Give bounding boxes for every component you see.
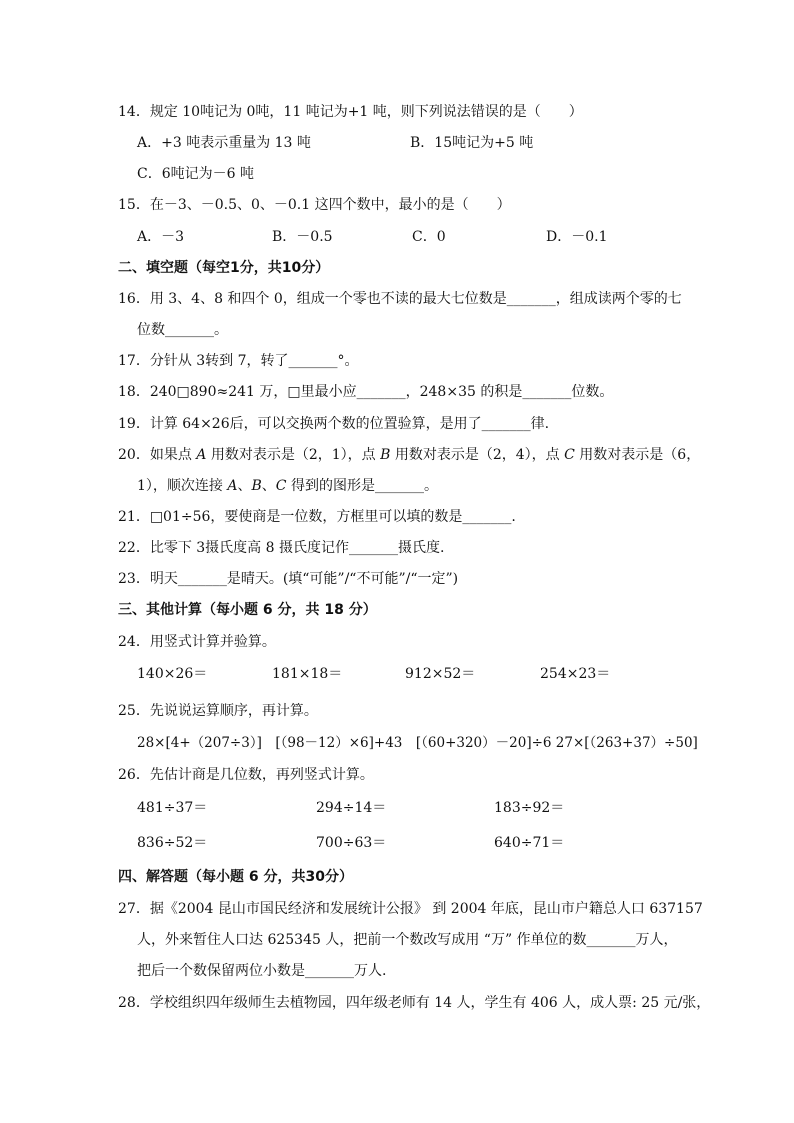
q24-item: 254×23＝ xyxy=(540,666,611,682)
q27-line3: 把后一个数保留两位小数是_______万人. xyxy=(137,963,387,979)
q26-item: 836÷52＝ xyxy=(137,835,208,851)
q23: 23．明天_______是晴天。(填“可能”/“不可能”/“一定”) xyxy=(118,571,459,587)
q14-option-c: C．6吨记为－6 吨 xyxy=(137,166,254,182)
q24-stem: 24．用竖式计算并验算。 xyxy=(118,634,276,650)
q15-option-d: D．－0.1 xyxy=(546,229,608,245)
point-b-label: B xyxy=(380,447,391,463)
q25-expressions: 28×[4+（207÷3）] [（98－12）×6]+43 [（60+320）－20]÷6 27×[（263+37）÷50] xyxy=(137,735,698,751)
q24-item: 140×26＝ xyxy=(137,666,208,682)
q20-text: 得到的图形是_______。 xyxy=(286,478,438,494)
q20-text: 1），顺次连接 xyxy=(137,478,228,494)
q26-item: 640÷71＝ xyxy=(494,835,565,851)
q25-stem: 25．先说说运算顺序，再计算。 xyxy=(118,703,318,719)
q15-option-a: A．－3 xyxy=(137,229,185,245)
q24-item: 912×52＝ xyxy=(405,666,476,682)
q18: 18．240□890≈241 万，□里最小应_______，248×35 的积是_______位数。 xyxy=(118,384,614,400)
q20-text: 、 xyxy=(237,478,252,494)
point-c-label: C xyxy=(275,478,287,494)
q26-item: 700÷63＝ xyxy=(316,835,387,851)
section-heading-calculation: 三、其他计算（每小题 6 分，共 18 分） xyxy=(118,602,377,618)
point-b-label: B xyxy=(251,478,262,494)
q24-item: 181×18＝ xyxy=(272,666,343,682)
q27-line1: 27．据《2004 昆山市国民经济和发展统计公报》 到 2004 年底，昆山市户籍总人口 637157 xyxy=(118,901,703,917)
q15-option-b: B．－0.5 xyxy=(272,229,333,245)
q14-option-b: B．15吨记为+5 吨 xyxy=(410,135,534,151)
q20-text: 用数对表示是（6， xyxy=(574,447,701,463)
q20-line2 xyxy=(137,476,438,496)
q20-text: 20．如果点 xyxy=(118,447,197,463)
q27-line2: 人，外来暂住人口达 625345 人，把前一个数改写成用 “万” 作单位的数_______万人， xyxy=(137,932,678,948)
q28-line1: 28．学校组织四年级师生去植物园，四年级老师有 14 人，学生有 406 人，成人票: 25 元/张， xyxy=(118,995,711,1011)
point-c-label: C xyxy=(564,447,575,463)
section-heading-word-problems: 四、解答题（每小题 6 分，共30分） xyxy=(118,869,353,885)
section-heading-fill-in: 二、填空题（每空1分，共10分） xyxy=(118,260,330,276)
q16-line1: 16．用 3、4、8 和四个 0，组成一个零也不读的最大七位数是_______，组成读两个零的七 xyxy=(118,291,682,307)
q22: 22．比零下 3摄氏度高 8 摄氏度记作_______摄氏度. xyxy=(118,540,445,556)
q15-option-c: C．0 xyxy=(412,229,446,245)
q20-line1 xyxy=(118,445,700,465)
q19: 19．计算 64×26后，可以交换两个数的位置验算，是用了_______律. xyxy=(118,416,550,432)
q17: 17．分针从 3转到 7，转了_______°。 xyxy=(118,353,359,369)
q14-stem: 14．规定 10吨记为 0吨，11 吨记为+1 吨，则下列说法错误的是（ ） xyxy=(118,104,583,120)
q26-item: 183÷92＝ xyxy=(494,800,565,816)
q20-text: 用数对表示是（2，1），点 xyxy=(206,447,381,463)
q16-line2: 位数_______。 xyxy=(137,322,228,338)
q26-item: 294÷14＝ xyxy=(316,800,387,816)
point-a-label: A xyxy=(196,447,207,463)
q20-text: 用数对表示是（2，4），点 xyxy=(390,447,565,463)
q15-stem: 15．在－3、－0.5、0、－0.1 这四个数中，最小的是（ ） xyxy=(118,197,511,213)
q26-item: 481÷37＝ xyxy=(137,800,208,816)
point-a-label: A xyxy=(227,478,238,494)
q20-text: 、 xyxy=(261,478,276,494)
q14-option-a: A．+3 吨表示重量为 13 吨 xyxy=(137,135,311,151)
q21: 21．□01÷56，要使商是一位数，方框里可以填的数是_______. xyxy=(118,509,516,525)
q26-stem: 26．先估计商是几位数，再列竖式计算。 xyxy=(118,767,374,783)
